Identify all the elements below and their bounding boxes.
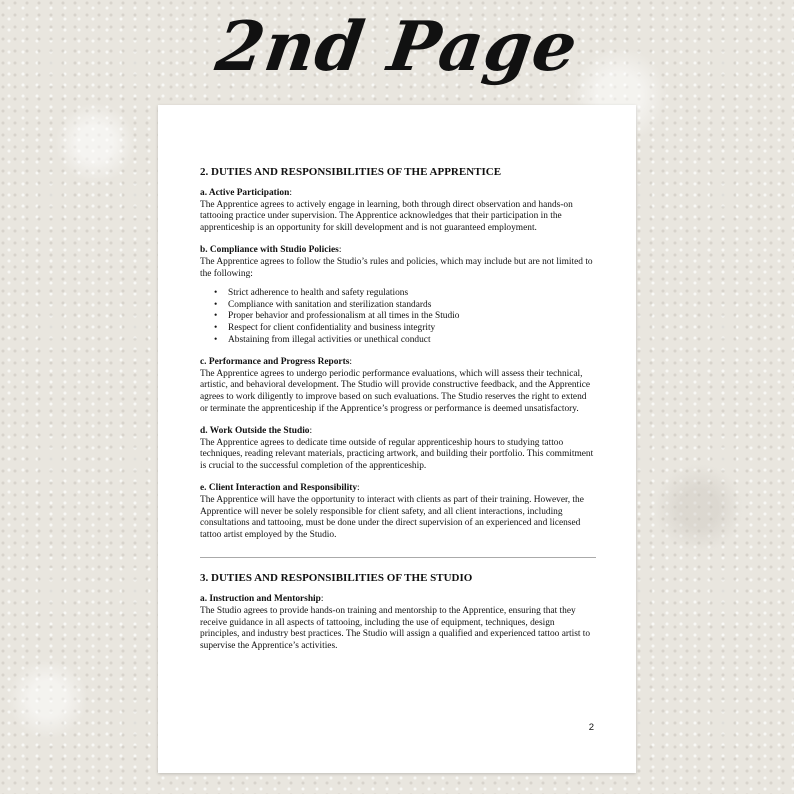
list-item: • Abstaining from illegal activities or unethical conduct [228,335,596,347]
section-2d-text: The Apprentice agrees to dedicate time outside of regular apprenticeship hours to studying tattoo techniques, reading relevant materials, practicing artwork, and building their portfolio. This commitment is crucial to the successful completion of the apprenticeship. [200,437,594,471]
section-2a-text: The Apprentice agrees to actively engage in learning, both through direct observation and hands-on tattooing practice under supervision. The Apprentice acknowledges that their participation in the apprenticeship is an opportunity for skill development and is not guaranteed employment. [200,199,573,233]
section-2c-title: c. Performance and Progress Reports [200,357,350,368]
page-banner-title: 2nd Page [211,7,583,87]
list-item: • Strict adherence to health and safety regulations [228,288,596,300]
section-2e: e. Client Interaction and Responsibility: The Apprentice will have the opportunity to interact with clients as part of their training. However, the Apprentice will never be solely responsible for client safety, and all client interactions, including consultations and tattooing, must be done under the direct supervision of an experienced and licensed tattoo artist employed by the Studio. [200,483,596,541]
section-2c-text: The Apprentice agrees to undergo periodic performance evaluations, which will assess their technical, artistic, and behavioral development. The Studio will provide constructive feedback, and the Apprentice agrees to work diligently to improve based on such evaluations. The Studio reserves the right to extend or terminate the apprenticeship if the Apprentice’s progress or performance is deemed unsatisfactory. [200,368,591,414]
section-2d: d. Work Outside the Studio: The Apprentice agrees to dedicate time outside of regular apprenticeship hours to studying tattoo techniques, reading relevant materials, practicing artwork, and building their portfolio. This commitment is crucial to the successful completion of the apprenticeship. [200,426,596,472]
section-2d-title: d. Work Outside the Studio [200,426,310,437]
list-item: • Compliance with sanitation and sterilization standards [228,300,596,312]
section-2b: b. Compliance with Studio Policies: The Apprentice agrees to follow the Studio’s rules and policies, which may include but are not limited to the following: • Strict adherence to health and safety regulations • Compliance with sanitation and sterilization standards • Proper behavior and professionalism at all times in the Studio • Respect for client confidentiality and business integrity • Abstaining from illegal activities or unethical conduct [200,245,596,346]
section-3-heading: 3. DUTIES AND RESPONSIBILITIES OF THE STUDIO [200,572,473,585]
document-page [158,105,636,773]
section-2c: c. Performance and Progress Reports: The Apprentice agrees to undergo periodic performance evaluations, which will assess their technical, artistic, and behavioral development. The Studio will provide constructive feedback, and the Apprentice agrees to work diligently to improve based on such evaluations. The Studio reserves the right to extend or terminate the apprenticeship if the Apprentice’s progress or performance is deemed unsatisfactory. [200,357,596,415]
section-3a: a. Instruction and Mentorship: The Studio agrees to provide hands-on training and mentorship to the Apprentice, ensuring that they receive guidance in all aspects of tattooing, including the use of equipment, techniques, design principles, and industry best practices. The Studio will assign a qualified and experienced tattoo artist to supervise the Apprentice’s activities. [200,594,596,652]
document-content [200,166,596,663]
list-item: • Proper behavior and professionalism at all times in the Studio [228,311,596,323]
section-2a: a. Active Participation: The Apprentice agrees to actively engage in learning, both through direct observation and hands-on tattooing practice under supervision. The Apprentice acknowledges that their participation in the apprenticeship is an opportunity for skill development and is not guaranteed employment. [200,188,596,234]
section-2e-title: e. Client Interaction and Responsibility [200,483,358,494]
section-2a-title: a. Active Participation [200,188,290,198]
section-2-heading: 2. DUTIES AND RESPONSIBILITIES OF THE APPRENTICE [200,166,502,178]
list-item: • Respect for client confidentiality and business integrity [228,323,596,335]
section-3a-title: a. Instruction and Mentorship [200,594,321,605]
page-number: 2 [588,722,594,733]
section-3a-text: The Studio agrees to provide hands-on training and mentorship to the Apprentice, ensuring that they receive guidance in all aspects of tattooing, including the use of equipment, techniques, design principles, and industry best practices. The Studio will assign a qualified and experienced tattoo artist to supervise the Apprentice’s activities. [200,606,591,651]
section-2e-text: The Apprentice will have the opportunity to interact with clients as part of their training. However, the Apprentice will never be solely responsible for client safety, and all client interactions, including consultations and tattooing, must be done under the direct supervision of an experienced and licensed tattoo artist employed by the Studio. [200,495,584,540]
section-divider [200,557,596,558]
policy-list [200,288,596,346]
section-2b-text: The Apprentice agrees to follow the Studio’s rules and policies, which may include but are not limited to the following: [200,256,593,279]
section-2b-title: b. Compliance with Studio Policies [200,245,339,256]
